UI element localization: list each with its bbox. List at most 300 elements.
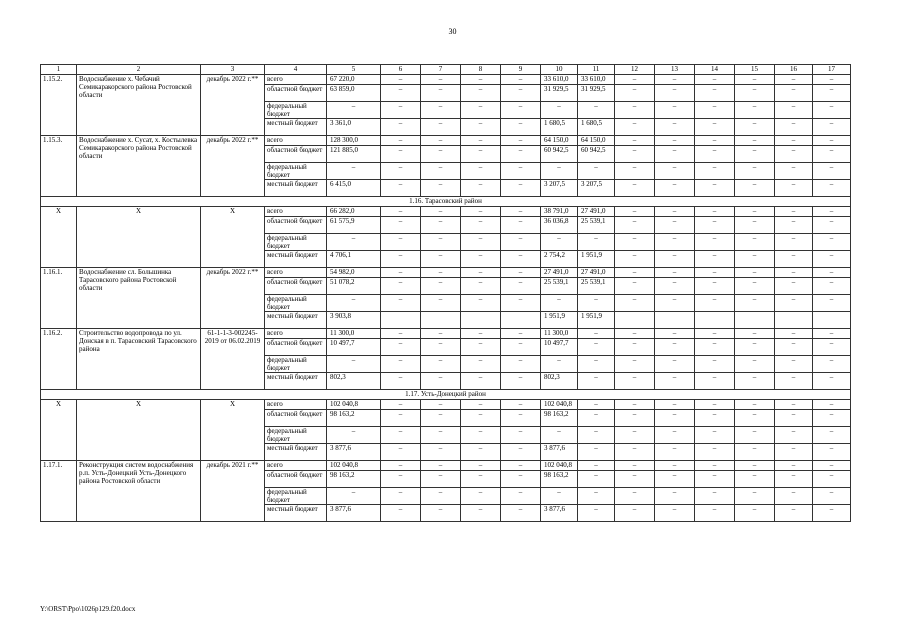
value-cell-11: – bbox=[578, 488, 615, 505]
value-cell-7: – bbox=[421, 163, 461, 180]
value-cell-6: – bbox=[381, 329, 421, 339]
value-cell-15: – bbox=[735, 207, 775, 217]
value-cell-13: – bbox=[655, 119, 695, 136]
value-cell-6: – bbox=[381, 410, 421, 427]
value-cell-17: – bbox=[813, 85, 851, 102]
object-name: Строительство водопровода по ул. Донская в п. Тарасовский Тарасовского района bbox=[77, 329, 201, 390]
value-cell-14: – bbox=[695, 119, 735, 136]
value-cell-8: – bbox=[461, 85, 501, 102]
value-cell-12: – bbox=[615, 207, 655, 217]
value-cell-12: – bbox=[615, 234, 655, 251]
value-cell-11: – bbox=[578, 461, 615, 471]
value-cell-14: – bbox=[695, 295, 735, 312]
funding-source-label: всего bbox=[265, 400, 327, 410]
value-cell-8: – bbox=[461, 207, 501, 217]
value-cell-17: – bbox=[813, 339, 851, 356]
value-cell-16: – bbox=[775, 217, 813, 234]
value-cell-11: 31 929,5 bbox=[578, 85, 615, 102]
value-cell-7: – bbox=[421, 85, 461, 102]
value-cell-13: – bbox=[655, 217, 695, 234]
value-cell-7: – bbox=[421, 488, 461, 505]
value-cell-6: – bbox=[381, 278, 421, 295]
value-cell-9: – bbox=[501, 102, 541, 119]
value-cell-10: 98 163,2 bbox=[541, 410, 578, 427]
value-cell-10: – bbox=[541, 102, 578, 119]
value-cell-10: 2 754,2 bbox=[541, 251, 578, 268]
funding-source-label: местный бюджет bbox=[265, 251, 327, 268]
value-cell-9: – bbox=[501, 146, 541, 163]
value-cell-17: – bbox=[813, 207, 851, 217]
value-cell-7: – bbox=[421, 444, 461, 461]
value-cell-12: – bbox=[615, 295, 655, 312]
value-cell-8: – bbox=[461, 505, 501, 522]
funding-source-label: местный бюджет bbox=[265, 444, 327, 461]
value-cell-9: – bbox=[501, 488, 541, 505]
value-cell-7: – bbox=[421, 75, 461, 85]
value-cell-12: – bbox=[615, 505, 655, 522]
value-cell-14: – bbox=[695, 146, 735, 163]
value-cell-12: – bbox=[615, 268, 655, 278]
row-code: Х bbox=[41, 207, 77, 268]
row-code: 1.16.2. bbox=[41, 329, 77, 390]
value-cell-8: – bbox=[461, 356, 501, 373]
value-cell-13: – bbox=[655, 146, 695, 163]
value-cell-7: – bbox=[421, 217, 461, 234]
value-cell-17: – bbox=[813, 461, 851, 471]
value-cell-6: – bbox=[381, 356, 421, 373]
value-cell-13: – bbox=[655, 488, 695, 505]
value-cell-15: – bbox=[735, 278, 775, 295]
column-number-4: 4 bbox=[265, 65, 327, 75]
value-cell-11: – bbox=[578, 339, 615, 356]
column-number-14: 14 bbox=[695, 65, 735, 75]
value-cell-5: 802,3 bbox=[327, 373, 381, 390]
value-cell-10: 10 497,7 bbox=[541, 339, 578, 356]
value-cell-10: 102 040,8 bbox=[541, 461, 578, 471]
value-cell-14: – bbox=[695, 427, 735, 444]
value-cell-15 bbox=[735, 312, 775, 329]
value-cell-13: – bbox=[655, 163, 695, 180]
value-cell-5: 3 903,8 bbox=[327, 312, 381, 329]
value-cell-12: – bbox=[615, 119, 655, 136]
value-cell-14: – bbox=[695, 207, 735, 217]
value-cell-12: – bbox=[615, 339, 655, 356]
value-cell-5: – bbox=[327, 356, 381, 373]
value-cell-9: – bbox=[501, 85, 541, 102]
value-cell-6: – bbox=[381, 146, 421, 163]
value-cell-5: 3 877,6 bbox=[327, 505, 381, 522]
value-cell-16: – bbox=[775, 278, 813, 295]
value-cell-9: – bbox=[501, 295, 541, 312]
value-cell-5: 121 885,0 bbox=[327, 146, 381, 163]
funding-source-label: всего bbox=[265, 329, 327, 339]
value-cell-5: 98 163,2 bbox=[327, 471, 381, 488]
funding-source-label: федеральный бюджет bbox=[265, 295, 327, 312]
value-cell-14: – bbox=[695, 102, 735, 119]
value-cell-10: 36 036,8 bbox=[541, 217, 578, 234]
value-cell-9: – bbox=[501, 217, 541, 234]
table-row bbox=[41, 136, 851, 146]
value-cell-12: – bbox=[615, 102, 655, 119]
value-cell-11: – bbox=[578, 410, 615, 427]
value-cell-14: – bbox=[695, 373, 735, 390]
value-cell-11: 60 942,5 bbox=[578, 146, 615, 163]
value-cell-10: – bbox=[541, 163, 578, 180]
value-cell-14: – bbox=[695, 251, 735, 268]
value-cell-5: – bbox=[327, 163, 381, 180]
section-title: 1.16. Тарасовский район bbox=[41, 197, 851, 207]
value-cell-5: – bbox=[327, 488, 381, 505]
value-cell-16: – bbox=[775, 146, 813, 163]
value-cell-10: 1 680,5 bbox=[541, 119, 578, 136]
value-cell-14: – bbox=[695, 85, 735, 102]
value-cell-13: – bbox=[655, 471, 695, 488]
row-code: 1.16.1. bbox=[41, 268, 77, 329]
value-cell-8: – bbox=[461, 410, 501, 427]
value-cell-13: – bbox=[655, 505, 695, 522]
value-cell-16: – bbox=[775, 471, 813, 488]
value-cell-17: – bbox=[813, 136, 851, 146]
value-cell-6: – bbox=[381, 444, 421, 461]
value-cell-9: – bbox=[501, 163, 541, 180]
value-cell-16: – bbox=[775, 444, 813, 461]
funding-source-label: федеральный бюджет bbox=[265, 102, 327, 119]
budget-table-wrapper bbox=[40, 64, 850, 522]
value-cell-8: – bbox=[461, 119, 501, 136]
funding-source-label: всего bbox=[265, 136, 327, 146]
value-cell-9: – bbox=[501, 75, 541, 85]
column-number-3: 3 bbox=[201, 65, 265, 75]
value-cell-13: – bbox=[655, 373, 695, 390]
value-cell-17: – bbox=[813, 102, 851, 119]
value-cell-14: – bbox=[695, 217, 735, 234]
value-cell-7: – bbox=[421, 505, 461, 522]
value-cell-13: – bbox=[655, 268, 695, 278]
value-cell-8: – bbox=[461, 461, 501, 471]
value-cell-15: – bbox=[735, 339, 775, 356]
value-cell-6: – bbox=[381, 268, 421, 278]
value-cell-8: – bbox=[461, 163, 501, 180]
value-cell-17: – bbox=[813, 329, 851, 339]
value-cell-6: – bbox=[381, 488, 421, 505]
column-number-7: 7 bbox=[421, 65, 461, 75]
value-cell-12: – bbox=[615, 251, 655, 268]
value-cell-10: 60 942,5 bbox=[541, 146, 578, 163]
value-cell-15: – bbox=[735, 400, 775, 410]
value-cell-11: – bbox=[578, 163, 615, 180]
value-cell-9: – bbox=[501, 410, 541, 427]
value-cell-14: – bbox=[695, 329, 735, 339]
value-cell-13: – bbox=[655, 207, 695, 217]
value-cell-5: 63 859,0 bbox=[327, 85, 381, 102]
value-cell-15: – bbox=[735, 410, 775, 427]
value-cell-13: – bbox=[655, 339, 695, 356]
value-cell-16: – bbox=[775, 400, 813, 410]
table-row bbox=[41, 75, 851, 85]
value-cell-15: – bbox=[735, 102, 775, 119]
value-cell-17: – bbox=[813, 488, 851, 505]
budget-table-body bbox=[41, 65, 851, 522]
value-cell-7: – bbox=[421, 119, 461, 136]
value-cell-11: – bbox=[578, 356, 615, 373]
value-cell-11: – bbox=[578, 505, 615, 522]
value-cell-8: – bbox=[461, 400, 501, 410]
value-cell-8: – bbox=[461, 268, 501, 278]
value-cell-10: 3 207,5 bbox=[541, 180, 578, 197]
value-cell-6: – bbox=[381, 400, 421, 410]
value-cell-6: – bbox=[381, 251, 421, 268]
value-cell-7: – bbox=[421, 339, 461, 356]
column-number-12: 12 bbox=[615, 65, 655, 75]
value-cell-15: – bbox=[735, 444, 775, 461]
value-cell-6: – bbox=[381, 75, 421, 85]
value-cell-15: – bbox=[735, 356, 775, 373]
column-number-2: 2 bbox=[77, 65, 201, 75]
value-cell-15: – bbox=[735, 217, 775, 234]
value-cell-13: – bbox=[655, 444, 695, 461]
value-cell-9: – bbox=[501, 207, 541, 217]
value-cell-15: – bbox=[735, 488, 775, 505]
value-cell-11: – bbox=[578, 295, 615, 312]
column-number-13: 13 bbox=[655, 65, 695, 75]
value-cell-11: 3 207,5 bbox=[578, 180, 615, 197]
value-cell-15: – bbox=[735, 146, 775, 163]
funding-source-label: областной бюджет bbox=[265, 217, 327, 234]
value-cell-14: – bbox=[695, 400, 735, 410]
value-cell-15: – bbox=[735, 85, 775, 102]
value-cell-12: – bbox=[615, 329, 655, 339]
value-cell-7: – bbox=[421, 410, 461, 427]
value-cell-15: – bbox=[735, 461, 775, 471]
value-cell-12: – bbox=[615, 427, 655, 444]
value-cell-13: – bbox=[655, 180, 695, 197]
funding-source-label: местный бюджет bbox=[265, 180, 327, 197]
value-cell-8: – bbox=[461, 75, 501, 85]
section-row bbox=[41, 197, 851, 207]
value-cell-5: 11 300,0 bbox=[327, 329, 381, 339]
value-cell-16: – bbox=[775, 461, 813, 471]
value-cell-16: – bbox=[775, 339, 813, 356]
value-cell-5: 128 300,0 bbox=[327, 136, 381, 146]
value-cell-5: 61 575,9 bbox=[327, 217, 381, 234]
value-cell-13: – bbox=[655, 278, 695, 295]
column-number-9: 9 bbox=[501, 65, 541, 75]
value-cell-11: 27 491,0 bbox=[578, 268, 615, 278]
value-cell-14: – bbox=[695, 410, 735, 427]
value-cell-13: – bbox=[655, 410, 695, 427]
value-cell-8: – bbox=[461, 444, 501, 461]
value-cell-14: – bbox=[695, 180, 735, 197]
object-name: Х bbox=[77, 207, 201, 268]
funding-source-label: всего bbox=[265, 207, 327, 217]
value-cell-7: – bbox=[421, 136, 461, 146]
value-cell-9: – bbox=[501, 119, 541, 136]
value-cell-12: – bbox=[615, 373, 655, 390]
value-cell-11: – bbox=[578, 471, 615, 488]
column-number-1: 1 bbox=[41, 65, 77, 75]
column-number-row bbox=[41, 65, 851, 75]
value-cell-7: – bbox=[421, 234, 461, 251]
value-cell-5: 6 415,0 bbox=[327, 180, 381, 197]
completion-term: декабрь 2021 г.** bbox=[201, 461, 265, 522]
value-cell-10: 31 929,5 bbox=[541, 85, 578, 102]
object-name: Х bbox=[77, 400, 201, 461]
value-cell-15: – bbox=[735, 136, 775, 146]
value-cell-13: – bbox=[655, 75, 695, 85]
funding-source-label: местный бюджет bbox=[265, 373, 327, 390]
value-cell-8: – bbox=[461, 102, 501, 119]
value-cell-6: – bbox=[381, 461, 421, 471]
value-cell-16: – bbox=[775, 234, 813, 251]
value-cell-8: – bbox=[461, 329, 501, 339]
value-cell-7: – bbox=[421, 251, 461, 268]
value-cell-15: – bbox=[735, 119, 775, 136]
value-cell-8: – bbox=[461, 136, 501, 146]
value-cell-5: 54 982,0 bbox=[327, 268, 381, 278]
value-cell-13: – bbox=[655, 102, 695, 119]
value-cell-8: – bbox=[461, 278, 501, 295]
completion-term: декабрь 2022 г.** bbox=[201, 75, 265, 136]
value-cell-5: 51 078,2 bbox=[327, 278, 381, 295]
value-cell-5: – bbox=[327, 427, 381, 444]
completion-term: декабрь 2022 г.** bbox=[201, 136, 265, 197]
table-row bbox=[41, 461, 851, 471]
value-cell-7 bbox=[421, 312, 461, 329]
value-cell-17: – bbox=[813, 444, 851, 461]
value-cell-8: – bbox=[461, 295, 501, 312]
funding-source-label: федеральный бюджет bbox=[265, 163, 327, 180]
value-cell-8: – bbox=[461, 373, 501, 390]
funding-source-label: всего bbox=[265, 75, 327, 85]
value-cell-7: – bbox=[421, 373, 461, 390]
funding-source-label: областной бюджет bbox=[265, 410, 327, 427]
value-cell-5: 3 877,6 bbox=[327, 444, 381, 461]
row-code: Х bbox=[41, 400, 77, 461]
value-cell-8: – bbox=[461, 146, 501, 163]
value-cell-16: – bbox=[775, 119, 813, 136]
value-cell-5: 102 040,8 bbox=[327, 400, 381, 410]
value-cell-16: – bbox=[775, 102, 813, 119]
value-cell-12: – bbox=[615, 410, 655, 427]
value-cell-7: – bbox=[421, 295, 461, 312]
funding-source-label: областной бюджет bbox=[265, 278, 327, 295]
value-cell-16: – bbox=[775, 136, 813, 146]
funding-source-label: местный бюджет bbox=[265, 312, 327, 329]
value-cell-10: 802,3 bbox=[541, 373, 578, 390]
column-number-10: 10 bbox=[541, 65, 578, 75]
value-cell-5: 4 706,1 bbox=[327, 251, 381, 268]
value-cell-9: – bbox=[501, 234, 541, 251]
value-cell-9: – bbox=[501, 373, 541, 390]
value-cell-14: – bbox=[695, 163, 735, 180]
value-cell-11: – bbox=[578, 444, 615, 461]
value-cell-14 bbox=[695, 312, 735, 329]
value-cell-11: 33 610,0 bbox=[578, 75, 615, 85]
value-cell-12: – bbox=[615, 75, 655, 85]
value-cell-5: – bbox=[327, 102, 381, 119]
completion-term: 61-1-1-3-002245-2019 от 06.02.2019 bbox=[201, 329, 265, 390]
value-cell-15: – bbox=[735, 180, 775, 197]
value-cell-17: – bbox=[813, 75, 851, 85]
value-cell-5: 67 220,0 bbox=[327, 75, 381, 85]
value-cell-11: – bbox=[578, 427, 615, 444]
funding-source-label: всего bbox=[265, 461, 327, 471]
value-cell-14: – bbox=[695, 136, 735, 146]
column-number-16: 16 bbox=[775, 65, 813, 75]
value-cell-9: – bbox=[501, 505, 541, 522]
value-cell-12: – bbox=[615, 356, 655, 373]
value-cell-16: – bbox=[775, 410, 813, 427]
table-row bbox=[41, 207, 851, 217]
value-cell-16: – bbox=[775, 505, 813, 522]
value-cell-5: 3 361,0 bbox=[327, 119, 381, 136]
value-cell-16: – bbox=[775, 488, 813, 505]
value-cell-17: – bbox=[813, 471, 851, 488]
value-cell-10: 102 040,8 bbox=[541, 400, 578, 410]
value-cell-14: – bbox=[695, 471, 735, 488]
value-cell-17: – bbox=[813, 410, 851, 427]
column-number-5: 5 bbox=[327, 65, 381, 75]
value-cell-17: – bbox=[813, 251, 851, 268]
value-cell-6: – bbox=[381, 119, 421, 136]
value-cell-7: – bbox=[421, 146, 461, 163]
value-cell-12: – bbox=[615, 146, 655, 163]
value-cell-10: 1 951,9 bbox=[541, 312, 578, 329]
value-cell-13: – bbox=[655, 234, 695, 251]
funding-source-label: областной бюджет bbox=[265, 471, 327, 488]
value-cell-7: – bbox=[421, 180, 461, 197]
funding-source-label: федеральный бюджет bbox=[265, 488, 327, 505]
value-cell-15: – bbox=[735, 505, 775, 522]
value-cell-9 bbox=[501, 312, 541, 329]
value-cell-10: 3 877,6 bbox=[541, 444, 578, 461]
value-cell-12 bbox=[615, 312, 655, 329]
value-cell-15: – bbox=[735, 373, 775, 390]
value-cell-11: 1 951,9 bbox=[578, 251, 615, 268]
value-cell-11: 1 951,9 bbox=[578, 312, 615, 329]
value-cell-15: – bbox=[735, 329, 775, 339]
value-cell-11: – bbox=[578, 329, 615, 339]
object-name: Реконструкция систем водоснабжения р.п. Усть-Донецкий Усть-Донецкого района Ростовской области bbox=[77, 461, 201, 522]
value-cell-5: – bbox=[327, 234, 381, 251]
value-cell-11: 25 539,1 bbox=[578, 217, 615, 234]
value-cell-10: 33 610,0 bbox=[541, 75, 578, 85]
value-cell-17: – bbox=[813, 234, 851, 251]
value-cell-11: 25 539,1 bbox=[578, 278, 615, 295]
value-cell-9: – bbox=[501, 180, 541, 197]
value-cell-17: – bbox=[813, 180, 851, 197]
value-cell-11: – bbox=[578, 373, 615, 390]
value-cell-8: – bbox=[461, 471, 501, 488]
funding-source-label: федеральный бюджет bbox=[265, 356, 327, 373]
value-cell-17: – bbox=[813, 278, 851, 295]
completion-term: Х bbox=[201, 207, 265, 268]
value-cell-13: – bbox=[655, 427, 695, 444]
value-cell-6: – bbox=[381, 234, 421, 251]
value-cell-16: – bbox=[775, 75, 813, 85]
value-cell-11: – bbox=[578, 234, 615, 251]
value-cell-6: – bbox=[381, 207, 421, 217]
funding-source-label: всего bbox=[265, 268, 327, 278]
value-cell-17: – bbox=[813, 163, 851, 180]
funding-source-label: федеральный бюджет bbox=[265, 427, 327, 444]
value-cell-10: – bbox=[541, 234, 578, 251]
value-cell-16: – bbox=[775, 329, 813, 339]
value-cell-12: – bbox=[615, 278, 655, 295]
object-name: Водоснабжение х. Чебачий Семикаракорского района Ростовской области bbox=[77, 75, 201, 136]
value-cell-11: 1 680,5 bbox=[578, 119, 615, 136]
value-cell-15: – bbox=[735, 427, 775, 444]
